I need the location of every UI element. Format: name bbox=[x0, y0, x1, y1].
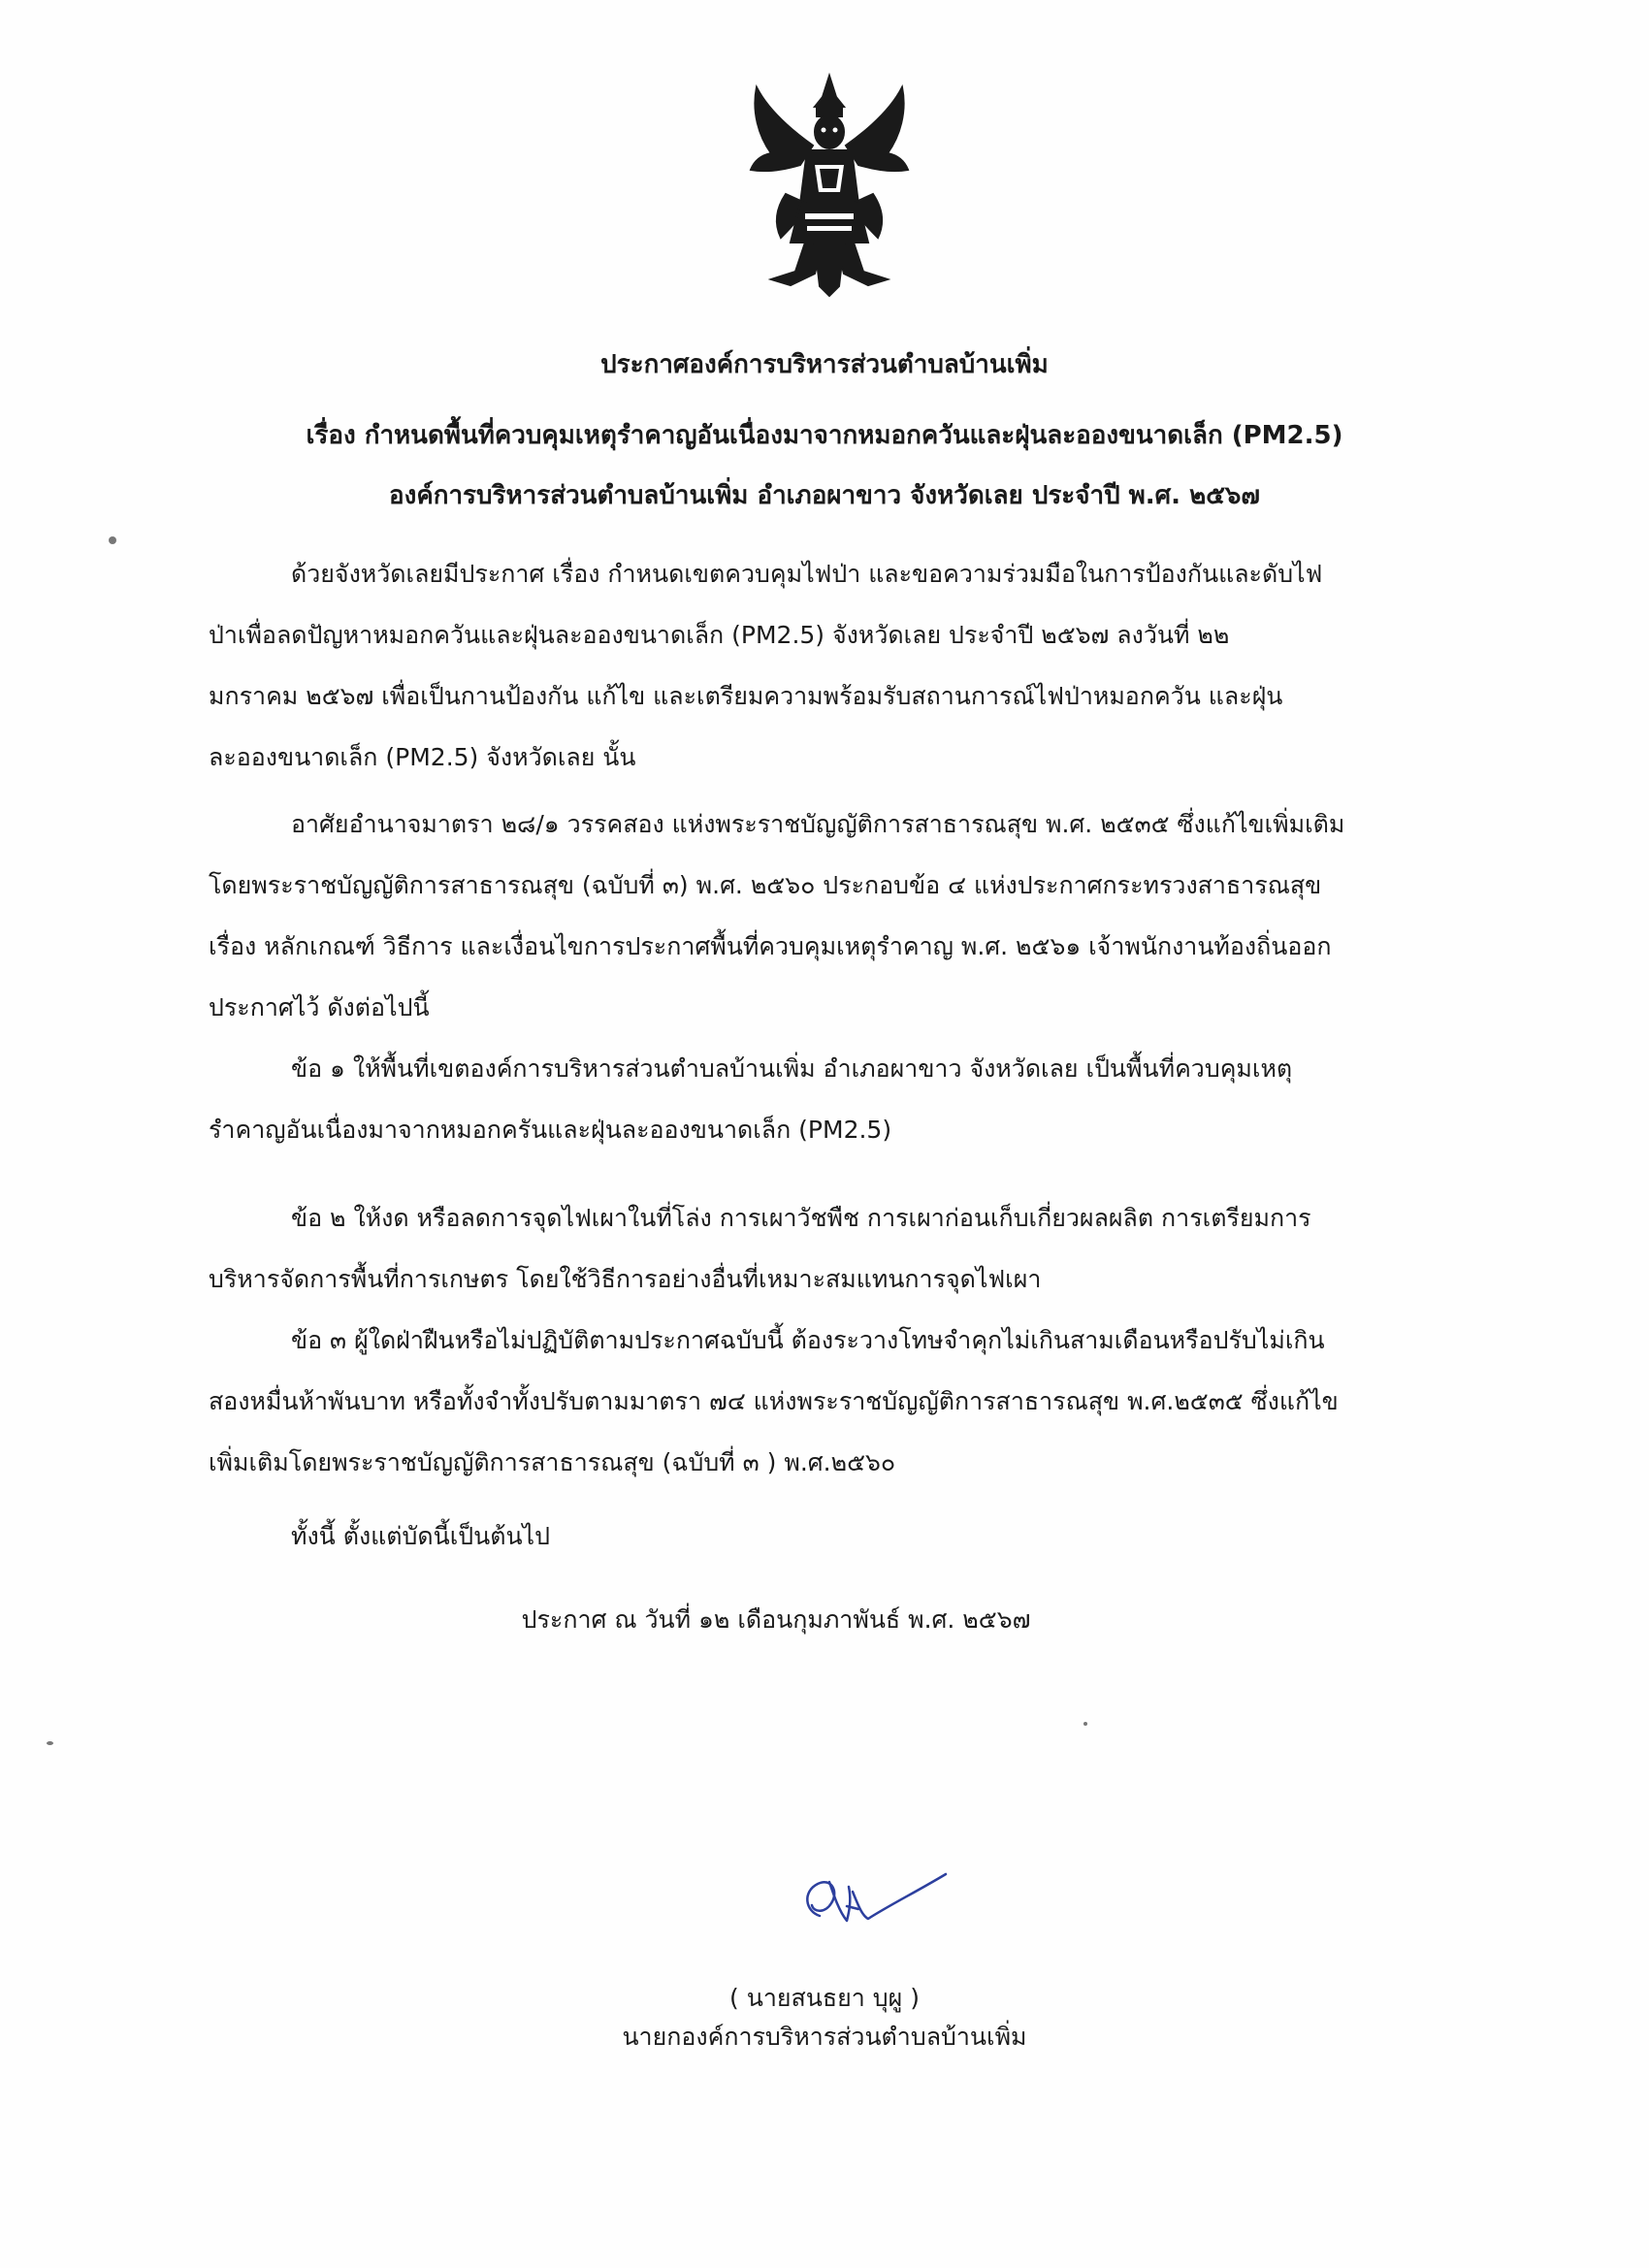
paragraph-line: บริหารจัดการพื้นที่การเกษตร โดยใช้วิธีการอย่างอื่นที่เหมาะสมแทนการจุดไฟเผา bbox=[209, 1265, 1042, 1293]
paragraph-line: ข้อ ๑ ให้พื้นที่เขตองค์การบริหารส่วนตำบลบ้านเพิ่ม อำเภอผาขาว จังหวัดเลย เป็นพื้นที่ควบคุมเหตุ bbox=[291, 1054, 1293, 1083]
paragraph-effective bbox=[209, 1506, 1450, 1567]
document-subject: เรื่อง กำหนดพื้นที่ควบคุมเหตุรำคาญอันเนื่องมาจากหมอกควันและฝุ่นละอองขนาดเล็ก (PM2.5) bbox=[306, 421, 1343, 450]
paragraph-line: ด้วยจังหวัดเลยมีประกาศ เรื่อง กำหนดเขตควบคุมไฟป่า และขอความร่วมมือในการป้องกันและดับไฟ bbox=[291, 560, 1323, 588]
scan-speck bbox=[109, 536, 116, 544]
paragraph-line: โดยพระราชบัญญัติการสาธารณสุข (ฉบับที่ ๓) พ.ศ. ๒๕๖๐ ประกอบข้อ ๔ แห่งประกาศกระทรวงสาธารณสุข bbox=[209, 871, 1322, 899]
paragraph-line: ข้อ ๒ ให้งด หรือลดการจุดไฟเผาในที่โล่ง การเผาวัชพืช การเผาก่อนเก็บเกี่ยวผลผลิต การเตรียมการ bbox=[291, 1204, 1311, 1232]
signer-name: ( นายสนธยา บุผู ) bbox=[729, 1984, 920, 2012]
document-subject-line2: องค์การบริหารส่วนตำบลบ้านเพิ่ม อำเภอผาขาว จังหวัดเลย ประจำปี พ.ศ. ๒๕๖๗ bbox=[389, 481, 1260, 510]
paragraph-line: ละอองขนาดเล็ก (PM2.5) จังหวัดเลย นั้น bbox=[209, 743, 636, 771]
paragraph-line: เพิ่มเติมโดยพระราชบัญญัติการสาธารณสุข (ฉบับที่ ๓ ) พ.ศ.๒๕๖๐ bbox=[209, 1448, 896, 1476]
paragraph-line: เรื่อง หลักเกณฑ์ วิธีการ และเงื่อนไขการประกาศพื้นที่ควบคุมเหตุรำคาญ พ.ศ. ๒๕๖๑ เจ้าพนักงานท้องถิ่นออก bbox=[209, 932, 1332, 960]
paragraph-line: อาศัยอำนาจมาตรา ๒๘/๑ วรรคสอง แห่งพระราชบัญญัติการสาธารณสุข พ.ศ. ๒๕๓๕ ซึ่งแก้ไขเพิ่มเติม bbox=[291, 810, 1345, 838]
paragraph-clause-2 bbox=[209, 1187, 1450, 1310]
paragraph-line: สองหมื่นห้าพันบาท หรือทั้งจำทั้งปรับตามมาตรา ๗๔ แห่งพระราชบัญญัติการสาธารณสุข พ.ศ.๒๕๓๕ ซึ่งแก้ไข bbox=[209, 1387, 1339, 1415]
paragraph-2 bbox=[209, 794, 1450, 1038]
paragraph-clause-3 bbox=[209, 1310, 1450, 1493]
paragraph-line: ข้อ ๓ ผู้ใดฝ่าฝืนหรือไม่ปฏิบัติตามประกาศฉบับนี้ ต้องระวางโทษจำคุกไม่เกินสามเดือนหรือปรับไม่เกิน bbox=[291, 1326, 1325, 1354]
document-title: ประกาศองค์การบริหารส่วนตำบลบ้านเพิ่ม bbox=[600, 350, 1049, 379]
paragraph-line: ป่าเพื่อลดปัญหาหมอกควันและฝุ่นละอองขนาดเล็ก (PM2.5) จังหวัดเลย ประจำปี ๒๕๖๗ ลงวันที่ ๒๒ bbox=[209, 621, 1230, 649]
scan-speck bbox=[47, 1741, 53, 1745]
paragraph-line: ประกาศไว้ ดังต่อไปนี้ bbox=[209, 993, 430, 1021]
paragraph-1 bbox=[209, 543, 1450, 788]
paragraph-line: มกราคม ๒๕๖๗ เพื่อเป็นกานป้องกัน แก้ไข และเตรียมความพร้อมรับสถานการณ์ไฟป่าหมอกควัน และฝุ่น bbox=[209, 682, 1283, 710]
handwritten-signature bbox=[791, 1863, 955, 1940]
paragraph-clause-1 bbox=[209, 1038, 1450, 1160]
scan-speck bbox=[1083, 1722, 1087, 1726]
paragraph-line: รำคาญอันเนื่องมาจากหมอกครันและฝุ่นละอองขนาดเล็ก (PM2.5) bbox=[209, 1116, 892, 1144]
garuda-emblem bbox=[747, 68, 912, 301]
paragraph-line: ทั้งนี้ ตั้งแต่บัดนี้เป็นต้นไป bbox=[291, 1522, 550, 1550]
signer-title: นายกองค์การบริหารส่วนตำบลบ้านเพิ่ม bbox=[622, 2023, 1027, 2051]
announcement-date: ประกาศ ณ วันที่ ๑๒ เดือนกุมภาพันธ์ พ.ศ. ๒๕๖๗ bbox=[521, 1605, 1031, 1634]
